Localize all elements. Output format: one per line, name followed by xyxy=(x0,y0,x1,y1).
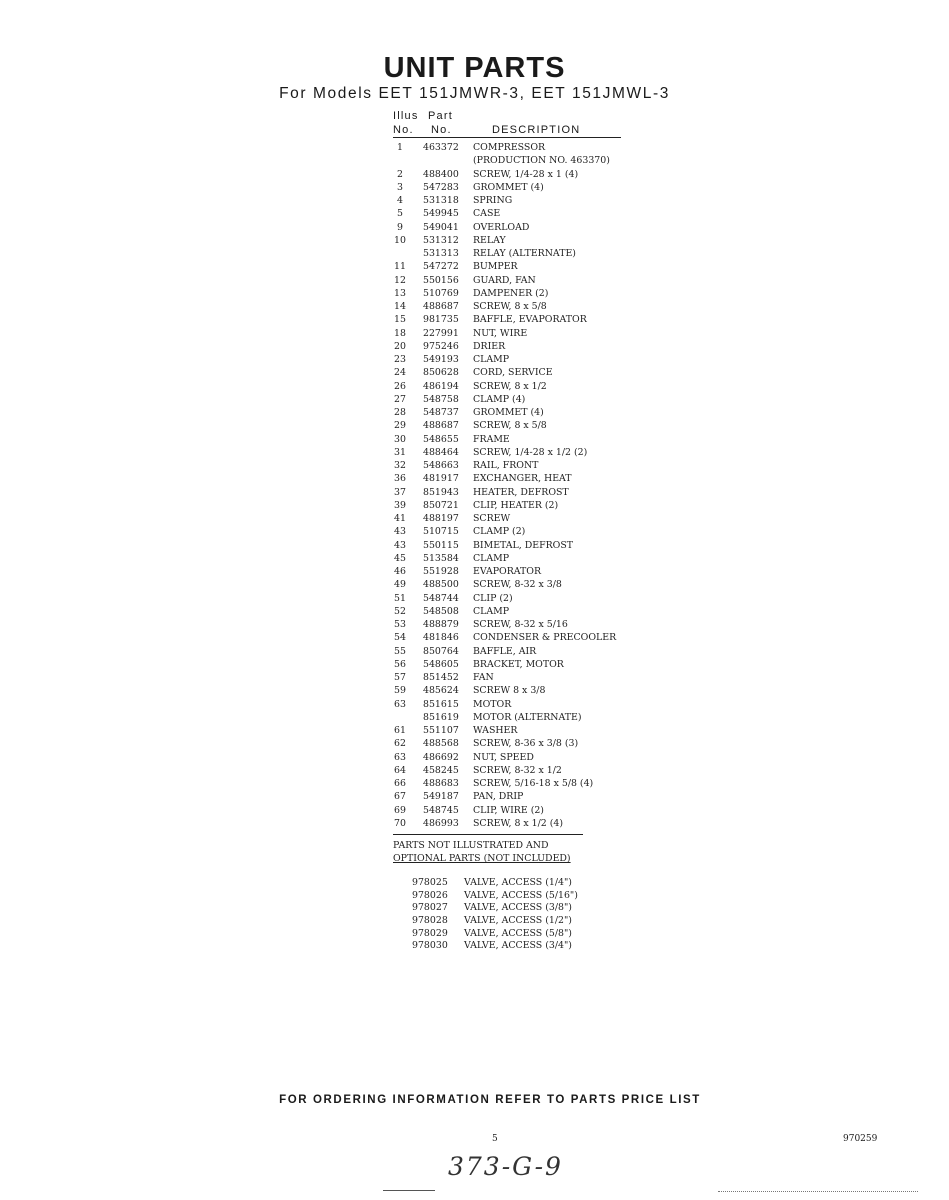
parts-row xyxy=(390,154,650,167)
part-description: WASHER xyxy=(473,725,518,736)
illus-no: 18 xyxy=(394,327,406,339)
scan-mark-right xyxy=(718,1191,918,1192)
illus-no: 29 xyxy=(394,420,406,432)
part-no: 548508 xyxy=(423,605,459,617)
part-description: RELAY xyxy=(473,234,506,246)
part-description: VALVE, ACCESS (1/2") xyxy=(464,915,572,927)
part-no: 850721 xyxy=(423,499,459,511)
parts-row xyxy=(390,737,650,750)
column-header-description: DESCRIPTION xyxy=(492,124,581,136)
part-description: VALVE, ACCESS (5/8") xyxy=(464,927,572,939)
part-description: SCREW, 8 x 1/2 xyxy=(473,380,547,392)
part-no: 488464 xyxy=(423,446,459,458)
models-subtitle: For Models EET 151JMWR-3, EET 151JMWL-3 xyxy=(279,85,670,102)
part-description: SCREW, 1/4-28 x 1 (4) xyxy=(473,168,579,180)
section-divider xyxy=(393,834,583,835)
part-description: MOTOR (ALTERNATE) xyxy=(473,711,582,723)
parts-row xyxy=(390,168,650,181)
part-description: EVAPORATOR xyxy=(473,566,542,577)
part-no: 549193 xyxy=(423,354,459,365)
part-description: VALVE, ACCESS (5/16") xyxy=(464,889,578,901)
illus-no: 62 xyxy=(394,738,406,750)
part-no: 851943 xyxy=(423,486,459,498)
parts-row xyxy=(390,764,650,777)
illus-no: 56 xyxy=(394,658,406,670)
part-description: CLAMP (4) xyxy=(473,393,526,405)
part-description: CLIP, WIRE (2) xyxy=(473,804,544,816)
part-description: PAN, DRIP xyxy=(473,791,524,803)
parts-row xyxy=(390,486,650,499)
illus-no: 37 xyxy=(394,486,406,498)
parts-row xyxy=(390,300,650,313)
parts-row xyxy=(390,327,650,340)
part-description: CLIP (2) xyxy=(473,592,513,604)
part-description: SCREW xyxy=(473,513,511,524)
document-code: 970259 xyxy=(843,1134,878,1144)
part-no: 547272 xyxy=(423,261,459,273)
parts-row xyxy=(390,234,650,247)
part-no: 549187 xyxy=(423,791,459,803)
illus-no: 31 xyxy=(394,446,406,458)
part-description: VALVE, ACCESS (1/4") xyxy=(464,877,572,888)
illus-no: 14 xyxy=(394,301,406,312)
parts-row xyxy=(390,247,650,260)
part-no: 548737 xyxy=(423,407,459,418)
notes-line-1: PARTS NOT ILLUSTRATED AND xyxy=(393,840,549,851)
illus-no: 57 xyxy=(394,672,406,683)
illus-no: 46 xyxy=(394,566,406,577)
illus-no: 36 xyxy=(394,473,406,485)
part-no: 488687 xyxy=(423,420,459,432)
parts-row xyxy=(390,684,650,697)
part-description: DRIER xyxy=(473,340,506,352)
part-description: NUT, SPEED xyxy=(473,751,534,763)
illus-no: 28 xyxy=(394,407,406,418)
parts-row xyxy=(390,433,650,446)
parts-row xyxy=(390,221,650,234)
illus-no: 53 xyxy=(394,619,406,630)
illus-no: 69 xyxy=(394,804,406,816)
parts-row xyxy=(390,711,650,724)
illus-no: 15 xyxy=(394,314,406,326)
illus-no: 70 xyxy=(394,817,406,829)
part-no: 488687 xyxy=(423,301,459,312)
part-description: COMPRESSOR xyxy=(473,142,546,153)
optional-parts-row xyxy=(412,902,632,915)
part-description: GROMMET (4) xyxy=(473,181,544,193)
illus-no: 26 xyxy=(394,380,406,392)
part-description: SCREW 8 x 3/8 xyxy=(473,685,546,697)
parts-list xyxy=(390,141,650,830)
part-no: 463372 xyxy=(423,142,459,153)
part-no: 978027 xyxy=(412,902,448,914)
part-description: SCREW, 8 x 5/8 xyxy=(473,420,547,432)
part-description: RAIL, FRONT xyxy=(473,460,539,471)
parts-row xyxy=(390,565,650,578)
illus-no: 24 xyxy=(394,367,406,379)
illus-no: 32 xyxy=(394,460,406,471)
parts-row xyxy=(390,406,650,419)
optional-parts-row xyxy=(412,928,632,941)
part-description: CLAMP xyxy=(473,605,510,617)
illus-no: 39 xyxy=(394,499,406,511)
part-no: 488500 xyxy=(423,579,459,591)
optional-parts-row xyxy=(412,940,632,953)
part-description: RELAY (ALTERNATE) xyxy=(473,248,576,259)
part-no: 851619 xyxy=(423,711,459,723)
part-description: SCREW, 8 x 5/8 xyxy=(473,301,547,312)
illus-no: 51 xyxy=(394,592,406,604)
part-description: BAFFLE, EVAPORATOR xyxy=(473,314,587,326)
part-description: BRACKET, MOTOR xyxy=(473,658,564,670)
illus-no: 66 xyxy=(394,778,406,789)
part-description: SCREW, 8-32 x 3/8 xyxy=(473,579,562,591)
part-no: 548663 xyxy=(423,460,459,471)
scan-mark-left xyxy=(383,1190,435,1191)
parts-not-illustrated-heading xyxy=(393,839,593,865)
illus-no: 49 xyxy=(394,579,406,591)
parts-row xyxy=(390,313,650,326)
parts-row xyxy=(390,260,650,273)
illus-no: 59 xyxy=(394,685,406,697)
illus-no: 43 xyxy=(394,526,406,538)
part-no: 851615 xyxy=(423,698,459,710)
part-no: 551928 xyxy=(423,566,459,577)
parts-row xyxy=(390,446,650,459)
parts-row xyxy=(390,698,650,711)
parts-row xyxy=(390,804,650,817)
illus-no: 63 xyxy=(394,698,406,710)
part-no: 981735 xyxy=(423,314,459,326)
illus-no: 67 xyxy=(394,791,406,803)
part-description: DAMPENER (2) xyxy=(473,287,549,299)
illus-no: 30 xyxy=(394,433,406,445)
part-no: 978030 xyxy=(412,940,448,952)
part-no: 850764 xyxy=(423,645,459,657)
part-description: OVERLOAD xyxy=(473,221,530,233)
parts-row xyxy=(390,194,650,207)
optional-parts-list xyxy=(412,877,632,953)
parts-row xyxy=(390,817,650,830)
part-description: CLAMP (2) xyxy=(473,526,526,538)
parts-row xyxy=(390,671,650,684)
parts-row xyxy=(390,393,650,406)
part-description: MOTOR xyxy=(473,698,512,710)
part-description: CONDENSER & PRECOOLER xyxy=(473,632,617,644)
part-no: 850628 xyxy=(423,367,459,379)
illus-no: 1 xyxy=(397,142,403,153)
illus-no: 52 xyxy=(394,605,406,617)
parts-row xyxy=(390,790,650,803)
part-description: CLAMP xyxy=(473,552,510,564)
part-description: HEATER, DEFROST xyxy=(473,486,569,498)
part-no: 227991 xyxy=(423,327,459,339)
part-no: 548655 xyxy=(423,433,459,445)
part-description: SCREW, 5/16-18 x 5/8 (4) xyxy=(473,778,594,789)
notes-line-2: OPTIONAL PARTS (NOT INCLUDED) xyxy=(393,853,571,864)
illus-no: 2 xyxy=(397,168,403,180)
parts-row xyxy=(390,141,650,154)
part-description: EXCHANGER, HEAT xyxy=(473,473,572,485)
parts-row xyxy=(390,777,650,790)
parts-row xyxy=(390,539,650,552)
part-description: FAN xyxy=(473,672,494,683)
part-no: 510715 xyxy=(423,526,459,538)
header-divider xyxy=(393,137,621,138)
part-no: 978028 xyxy=(412,915,448,927)
illus-no: 27 xyxy=(394,393,406,405)
page-number: 5 xyxy=(492,1134,498,1144)
parts-row xyxy=(390,605,650,618)
parts-row xyxy=(390,274,650,287)
parts-row xyxy=(390,512,650,525)
part-no: 548744 xyxy=(423,592,459,604)
part-no: 488879 xyxy=(423,619,459,630)
part-no: 548758 xyxy=(423,393,459,405)
part-description: BIMETAL, DEFROST xyxy=(473,539,574,551)
parts-row xyxy=(390,658,650,671)
illus-no: 4 xyxy=(397,195,403,206)
part-description: CLIP, HEATER (2) xyxy=(473,499,559,511)
parts-row xyxy=(390,499,650,512)
illus-no: 43 xyxy=(394,539,406,551)
parts-row xyxy=(390,207,650,220)
parts-row xyxy=(390,287,650,300)
column-header-part-no: No. xyxy=(431,124,452,136)
illus-no: 63 xyxy=(394,751,406,763)
part-no: 551107 xyxy=(423,725,459,736)
part-no: 548605 xyxy=(423,658,459,670)
illus-no: 20 xyxy=(394,340,406,352)
part-description: BAFFLE, AIR xyxy=(473,645,537,657)
handwritten-annotation: 373-G-9 xyxy=(448,1152,563,1181)
illus-no: 61 xyxy=(394,725,406,736)
parts-row xyxy=(390,724,650,737)
illus-no: 54 xyxy=(394,632,406,644)
illus-no: 9 xyxy=(397,221,403,233)
part-no: 549945 xyxy=(423,208,459,220)
part-no: 458245 xyxy=(423,764,459,776)
parts-row xyxy=(390,353,650,366)
optional-parts-row xyxy=(412,915,632,928)
illus-no: 64 xyxy=(394,764,406,776)
illus-no: 3 xyxy=(397,181,403,193)
parts-row xyxy=(390,366,650,379)
part-no: 978029 xyxy=(412,927,448,939)
parts-row xyxy=(390,525,650,538)
parts-row xyxy=(390,645,650,658)
part-no: 978026 xyxy=(412,889,448,901)
part-description: (PRODUCTION NO. 463370) xyxy=(473,155,610,167)
parts-row xyxy=(390,631,650,644)
parts-row xyxy=(390,751,650,764)
parts-row xyxy=(390,380,650,393)
illus-no: 45 xyxy=(394,552,406,564)
part-no: 481917 xyxy=(423,473,459,485)
part-no: 978025 xyxy=(412,877,448,888)
part-no: 550156 xyxy=(423,274,459,286)
part-no: 531318 xyxy=(423,195,459,206)
part-description: SPRING xyxy=(473,195,513,206)
part-description: SCREW, 1/4-28 x 1/2 (2) xyxy=(473,446,588,458)
part-no: 488400 xyxy=(423,168,459,180)
part-description: FRAME xyxy=(473,433,510,445)
part-description: VALVE, ACCESS (3/4") xyxy=(464,940,572,952)
part-description: CLAMP xyxy=(473,354,510,365)
part-description: NUT, WIRE xyxy=(473,327,528,339)
illus-no: 13 xyxy=(394,287,406,299)
part-no: 488683 xyxy=(423,778,459,789)
part-no: 488197 xyxy=(423,513,459,524)
parts-row xyxy=(390,419,650,432)
part-no: 851452 xyxy=(423,672,459,683)
part-no: 481846 xyxy=(423,632,459,644)
part-description: GROMMET (4) xyxy=(473,407,544,418)
parts-row xyxy=(390,578,650,591)
illus-no: 10 xyxy=(394,234,406,246)
parts-row xyxy=(390,340,650,353)
part-description: SCREW, 8-32 x 1/2 xyxy=(473,764,562,776)
column-header-part: Part xyxy=(428,110,453,122)
part-no: 550115 xyxy=(423,539,459,551)
part-description: SCREW, 8 x 1/2 (4) xyxy=(473,817,564,829)
part-no: 549041 xyxy=(423,221,459,233)
ordering-information: FOR ORDERING INFORMATION REFER TO PARTS PRICE LIST xyxy=(279,1094,701,1106)
illus-no: 11 xyxy=(394,261,406,273)
illus-no: 41 xyxy=(394,513,406,524)
optional-parts-row xyxy=(412,890,632,903)
illus-no: 55 xyxy=(394,645,406,657)
parts-row xyxy=(390,181,650,194)
parts-row xyxy=(390,592,650,605)
column-header-illus: Illus xyxy=(393,110,419,122)
parts-row xyxy=(390,472,650,485)
illus-no: 5 xyxy=(397,208,403,220)
page-title: UNIT PARTS xyxy=(383,52,566,84)
part-no: 486993 xyxy=(423,817,459,829)
part-description: CORD, SERVICE xyxy=(473,367,553,379)
part-no: 547283 xyxy=(423,181,459,193)
part-no: 548745 xyxy=(423,804,459,816)
part-no: 531313 xyxy=(423,248,459,259)
optional-parts-row xyxy=(412,877,632,890)
parts-row xyxy=(390,552,650,565)
part-description: CASE xyxy=(473,208,501,220)
illus-no: 12 xyxy=(394,274,406,286)
part-no: 486692 xyxy=(423,751,459,763)
part-description: SCREW, 8-36 x 3/8 (3) xyxy=(473,738,579,750)
parts-row xyxy=(390,459,650,472)
column-header-illus-no: No. xyxy=(393,124,414,136)
part-description: SCREW, 8-32 x 5/16 xyxy=(473,619,568,630)
part-no: 488568 xyxy=(423,738,459,750)
part-description: VALVE, ACCESS (3/8") xyxy=(464,902,572,914)
part-no: 486194 xyxy=(423,380,459,392)
illus-no: 23 xyxy=(394,354,406,365)
part-no: 510769 xyxy=(423,287,459,299)
part-no: 485624 xyxy=(423,685,459,697)
part-no: 513584 xyxy=(423,552,459,564)
part-description: GUARD, FAN xyxy=(473,274,536,286)
part-description: BUMPER xyxy=(473,261,518,273)
part-no: 975246 xyxy=(423,340,459,352)
part-no: 531312 xyxy=(423,234,459,246)
parts-row xyxy=(390,618,650,631)
